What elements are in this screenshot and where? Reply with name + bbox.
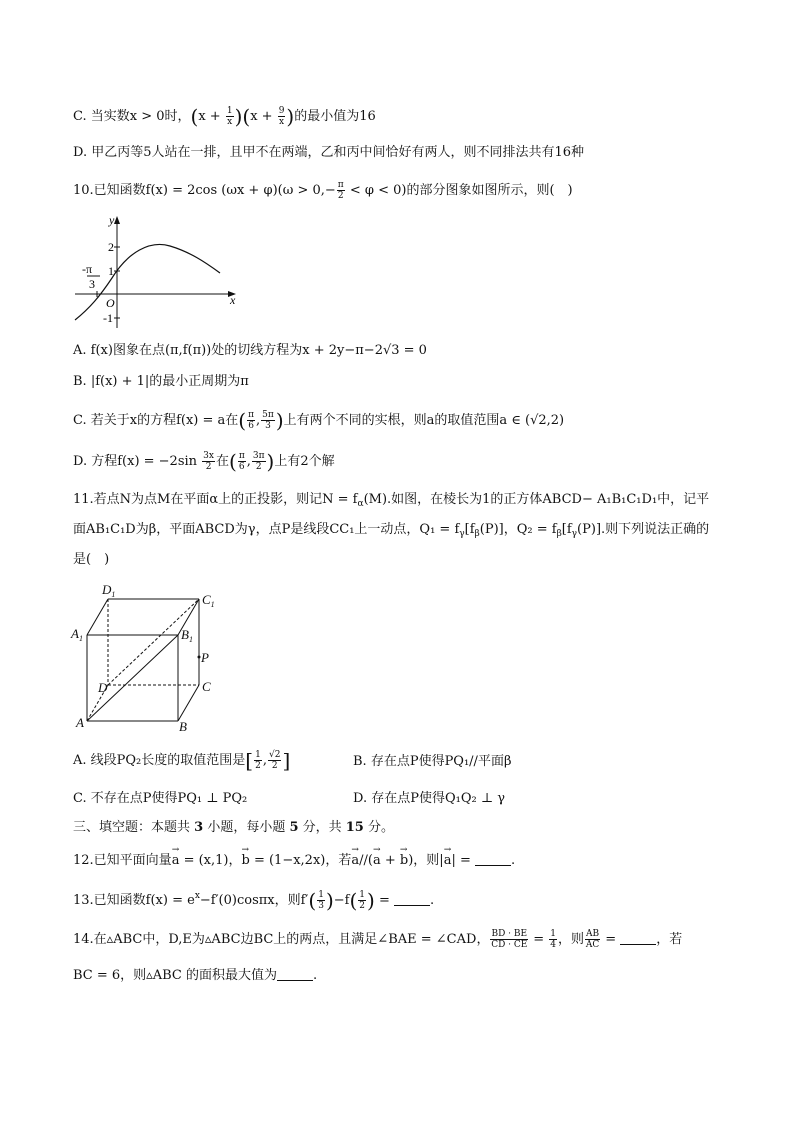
graph-x-label: x	[230, 293, 236, 307]
q11-stem-line3: 是( )	[73, 552, 110, 567]
cube-label-d: D	[98, 680, 108, 695]
cube-label-b: B	[179, 719, 187, 734]
q14-area-blank	[277, 968, 313, 981]
q11-stem-line2: 面AB₁C₁D为β，平面ABCD为γ，点P是线段CC₁上一动点，$Q_1 = f_\gamma[f_\beta(P)]$，$Q_2 = f_\beta[f_\gamma(P)]$.则下列说法正确的	[73, 522, 710, 539]
q10-option-a: A. f(x)图象在点(π,f(π))处的切线方程为x + 2y−π−2√3 = 0	[73, 343, 427, 358]
cube-label-a: A	[76, 715, 84, 730]
q10-stem: 10.已知函数f(x) = 2cos (ωx + φ)(ω > 0,− $\frac{\pi}{2}$ < φ < 0)的部分图象如图所示，则( )	[73, 180, 573, 201]
q10-option-b: B. |f(x) + 1|的最小正周期为π	[73, 374, 249, 389]
cube-label-b1: $B_1$	[181, 627, 193, 644]
q11-option-a: A. 线段PQ₂长度的取值范围是[ $\frac{1}{2}$ , $\frac{√2}{2}$ ]	[73, 748, 291, 773]
q12: 12.已知平面向量→ a = (x,1)，→ b = (1−x,2x)，若→ a//(→ a + → b)，则|→ a| = .	[73, 851, 515, 871]
q9-option-d: D. 甲乙丙等5人站在一排，且甲不在两端，乙和丙中间恰好有两人，则不同排法共有16种	[73, 145, 585, 160]
section-3-heading: 三、填空题：本题共 3 小题，每小题 5 分，共 15 分。	[73, 820, 394, 835]
graph-origin-label: O	[106, 296, 115, 310]
q11-stem-line1: 11.若点N为点M在平面α上的正投影，则记$N = f_\alpha(M)$.如图，在棱长为1的正方体ABCD− A₁B₁C₁D₁中，记平	[73, 492, 710, 509]
graph-neg-pi: -π	[82, 262, 93, 276]
q11-option-b: B. 存在点P使得PQ₁//平面β	[353, 754, 512, 769]
q10-option-d: D. 方程f(x) = −2sin $\frac{3x}{2}$ 在( $\frac{\pi}{6}$ , $\frac{3\pi}{2}$ )上有2个解	[73, 449, 335, 474]
cube-label-c1: $C_1$	[202, 592, 215, 609]
q13: 13.已知函数$f(x) = e^x-f'(0)\cos\pi x$，则f′( $\frac{1}{3}$ )−f( $\frac{1}{2}$ ) = .	[73, 888, 435, 913]
q11-cube-figure	[70, 578, 230, 738]
q14-ratio-blank	[620, 932, 656, 945]
q14-line1: 14.在▵ABC中，D,E为▵ABC边BC上的两点，且满足∠BAE = ∠CAD， $\frac{BD \cdot BE}{CD \cdot CE}$ = $\frac{1}{4}$ ，则 $\frac{AB}{AC}$ = ，若	[73, 929, 683, 950]
q10-option-c: C. 若关于x的方程f(x) = a在( $\frac{\pi}{6}$ , $\frac{5\pi}{3}$ )上有两个不同的实根，则a的取值范围a ∈ (√2,2)	[73, 408, 565, 433]
q13-answer-blank	[394, 893, 430, 906]
q11-option-c: C. 不存在点P使得PQ₁ ⊥ PQ₂	[73, 791, 248, 806]
q11-option-d: D. 存在点P使得Q₁Q₂ ⊥ γ	[353, 791, 505, 806]
q9-option-c: C. 当实数x > 0时，(x + $\frac{1}{x}$ )(x + $\frac{9}{x}$ )的最小值为16	[73, 104, 376, 129]
q10-graph	[70, 210, 250, 330]
graph-tick-neg1: -1	[103, 311, 113, 325]
cube-label-d1: $D_1$	[102, 582, 116, 599]
graph-tick-2: 2	[108, 240, 114, 254]
cube-label-a1: $A_1$	[71, 626, 83, 643]
q12-answer-blank	[475, 853, 511, 866]
graph-y-label: y	[109, 213, 115, 227]
q14-line2: BC = 6，则▵ABC 的面积最大值为 .	[73, 968, 318, 983]
graph-tick-1: 1	[108, 264, 114, 278]
cube-label-p: P	[201, 650, 209, 665]
graph-three: 3	[89, 277, 95, 291]
cube-label-c: C	[202, 679, 211, 694]
